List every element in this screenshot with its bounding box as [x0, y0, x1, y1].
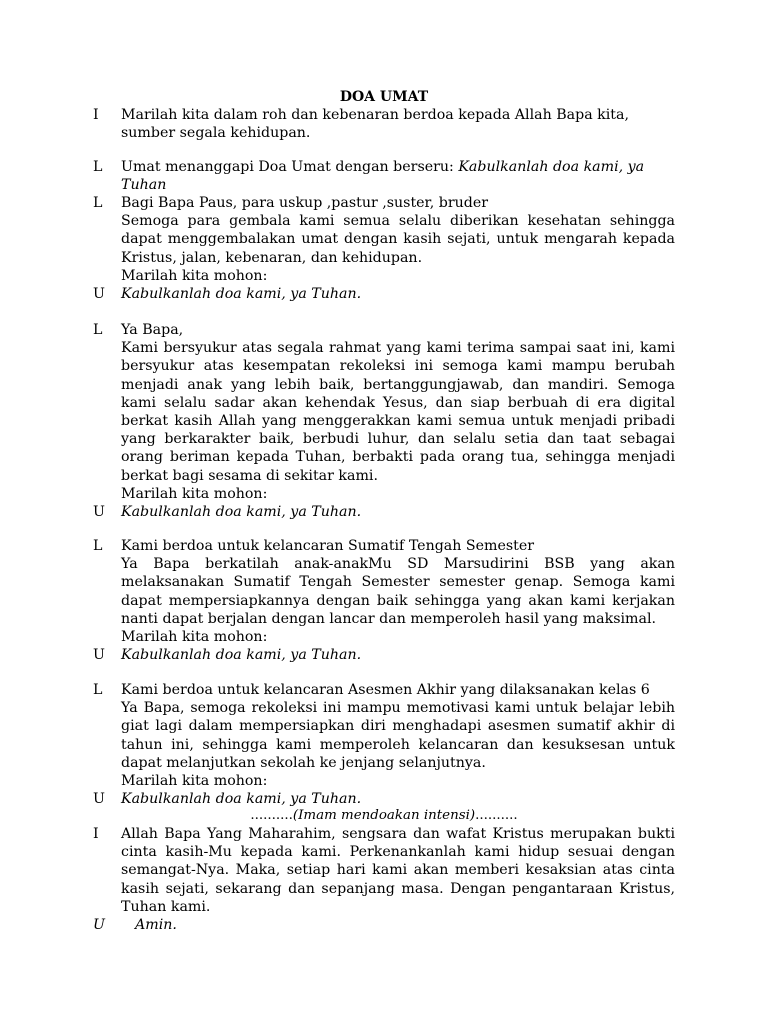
instruction-response: Kabulkanlah doa kami, ya Tuhan [121, 159, 645, 194]
intention-text: (Imam mendoakan intensi) [292, 808, 476, 823]
response-marker: U [93, 504, 105, 521]
response-marker: U [93, 917, 105, 934]
intention-dots-after: .......... [475, 808, 518, 823]
petition-call: Marilah kita mohon: [121, 629, 268, 646]
intro-text: Marilah kita dalam roh dan kebenaran berdoa kepada Allah Bapa kita, sumber segala kehidupan. [121, 107, 629, 142]
role-marker: L [93, 159, 103, 175]
petition-body: Semoga para gembala kami semua selalu diberikan kesehatan sehingga dapat menggembalakan umat dengan kasih sejati, untuk mengarah kepada Kristus, jalan, kebenaran, dan kehidupan. [121, 213, 675, 266]
role-marker: L [93, 538, 103, 554]
petition-heading: Ya Bapa, [121, 322, 184, 338]
petition-heading: Bagi Bapa Paus, para uskup ,pastur ,suster, bruder [121, 195, 489, 211]
petition-4 [93, 681, 675, 808]
role-marker: L [93, 322, 103, 338]
petition-call: Marilah kita mohon: [121, 485, 268, 502]
petition-response: Kabulkanlah doa kami, ya Tuhan. [121, 504, 362, 521]
petition-body: Ya Bapa, semoga rekoleksi ini mampu memotivasi kami untuk belajar lebih giat lagi dalam mempersiapkan diri menghadapi asesmen sumatif akhir di tahun ini, sehingga kami memperoleh kelancaran dan kesuksesan untuk dapat melanjutkan sekolah ke jenjang selanjutnya. [121, 700, 675, 771]
petition-response: Kabulkanlah doa kami, ya Tuhan. [121, 647, 362, 664]
closing-prayer [93, 825, 675, 934]
document-title: DOA UMAT [339, 89, 429, 105]
petition-body: Kami bersyukur atas segala rahmat yang kami terima sampai saat ini, kami bersyukur atas kesempatan rekoleksi ini semoga kami mampu berubah menjadi anak yang lebih baik, bertanggungjawab, dan mandiri. Semoga kami selalu sadar akan kehendak Yesus, dan siap berbuah di era digital berkat kasih Allah yang menggerakkan kami semua untuk menjadi pribadi yang berkarakter baik, berbudi luhur, dan selalu setia dan taat sebagai orang beriman kepada Tuhan, berbakti pada orang tua, sehingga menjadi berkat bagi sesama di sekitar kami. [121, 340, 675, 484]
response-marker: U [93, 791, 105, 808]
response-instruction [93, 158, 675, 194]
role-marker: L [93, 682, 103, 698]
role-marker: I [93, 107, 99, 123]
petition-body: Ya Bapa berkatilah anak-anakMu SD Marsudirini BSB yang akan melaksanakan Sumatif Tengah Semester semester genap. Semoga kami dapat mempersiapkannya dengan baik sehingga yang akan kami kerjakan nanti dapat berjalan dengan lancar dan memperoleh hasil yang maksimal. [121, 556, 675, 627]
intro-section [93, 106, 675, 142]
petition-response: Kabulkanlah doa kami, ya Tuhan. [121, 791, 362, 808]
petition-2 [93, 321, 675, 521]
petition-3 [93, 537, 675, 664]
intention-dots-before: .......... [250, 808, 293, 823]
role-marker: I [93, 826, 99, 842]
intention-line [0, 807, 768, 825]
role-marker: L [93, 195, 103, 211]
response-marker: U [93, 647, 105, 664]
amen-response: Amin. [135, 917, 177, 934]
petition-heading: Kami berdoa untuk kelancaran Asesmen Akhir yang dilaksanakan kelas 6 [121, 682, 650, 698]
petition-1 [93, 194, 675, 303]
instruction-text: Umat menanggapi Doa Umat dengan berseru: [121, 159, 459, 175]
closing-text: Allah Bapa Yang Maharahim, sengsara dan wafat Kristus merupakan bukti cinta kasih-Mu kepada kami. Perkenankanlah kami hidup sesuai dengan semangat-Nya. Maka, setiap hari kami akan memberi kesaksian atas cinta kasih sejati, sekarang dan sepanjang masa. Dengan pengantaraan Kristus, Tuhan kami. [121, 826, 675, 915]
petition-response: Kabulkanlah doa kami, ya Tuhan. [121, 286, 362, 303]
petition-call: Marilah kita mohon: [121, 773, 268, 790]
petition-heading: Kami berdoa untuk kelancaran Sumatif Tengah Semester [121, 538, 535, 554]
response-marker: U [93, 286, 105, 303]
petition-call: Marilah kita mohon: [121, 267, 268, 284]
